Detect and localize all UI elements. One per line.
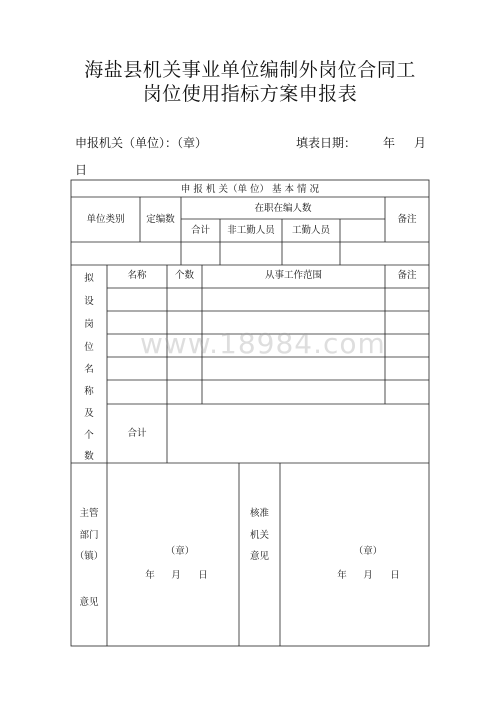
- left-year-label: 年: [145, 570, 155, 581]
- col-quota: 定编数: [146, 214, 175, 225]
- col-work-scope: 从事工作范围: [264, 270, 322, 281]
- side-char: 拟: [84, 273, 94, 284]
- side-char: 及: [84, 408, 94, 419]
- side-char: 个: [84, 430, 94, 441]
- col-note: 备注: [397, 214, 417, 225]
- right-side-line3: 意见: [249, 551, 269, 562]
- left-side-line4: 意见: [79, 597, 99, 608]
- date-month-label: 月: [414, 136, 427, 150]
- side-char: 名: [84, 364, 94, 375]
- section-title: 申 报 机 关（单 位） 基 本 情 况: [180, 184, 320, 195]
- col-post-note: 备注: [397, 270, 417, 281]
- col-post-name: 名称: [127, 270, 147, 281]
- form-title-line1: 海盐县机关事业单位编制外岗位合同工: [84, 59, 416, 81]
- right-day-label: 日: [390, 570, 400, 581]
- left-day-label: 日: [198, 570, 208, 581]
- side-char: 位: [84, 342, 94, 353]
- side-char: 数: [84, 451, 94, 462]
- side-char: 岗: [84, 319, 94, 330]
- left-side-line2: 部门: [79, 530, 99, 541]
- col-staff-in-post: 在职在编人数: [254, 203, 312, 214]
- posts-total-label: 合计: [127, 428, 147, 439]
- unit-label: 申报机关（单位）：（章）: [75, 136, 208, 150]
- left-month-label: 月: [171, 570, 181, 581]
- right-side-line2: 机关: [249, 530, 269, 541]
- watermark: www.18984.com: [140, 327, 386, 360]
- col-unit-type: 单位类别: [86, 214, 125, 225]
- col-post-count: 个数: [174, 270, 194, 281]
- right-side-line1: 核准: [249, 508, 269, 519]
- right-year-label: 年: [337, 570, 347, 581]
- form-title-line2: 岗位使用指标方案申报表: [142, 83, 358, 105]
- date-label: 填表日期：: [296, 136, 357, 150]
- side-char: 称: [84, 386, 94, 397]
- side-char: 设: [84, 296, 94, 307]
- left-side-line1: 主管: [79, 508, 99, 519]
- col-non-worker: 非工勤人员: [227, 225, 275, 236]
- left-seal-label: （章）: [165, 546, 195, 557]
- col-total: 合计: [190, 225, 210, 236]
- right-seal-label: （章）: [353, 546, 383, 557]
- col-worker: 工勤人员: [291, 225, 330, 236]
- left-side-line3: （镇）: [74, 551, 104, 562]
- right-month-label: 月: [363, 570, 373, 581]
- date-year-label: 年: [383, 136, 396, 150]
- date-day-label: 日: [75, 163, 88, 177]
